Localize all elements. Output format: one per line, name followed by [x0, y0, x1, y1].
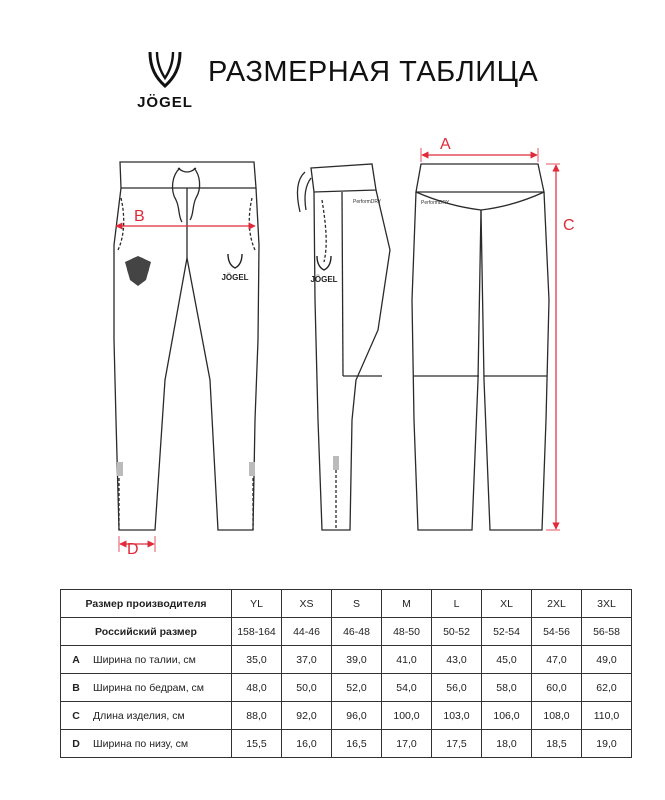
table-cell: 108,0: [532, 702, 582, 730]
table-cell: 16,0: [282, 730, 332, 758]
brand-logo: [130, 50, 200, 112]
table-cell: 3XL: [582, 590, 632, 618]
table-row: [61, 674, 632, 702]
russian-size-label: Российский размер: [61, 618, 232, 646]
table-cell: 41,0: [382, 646, 432, 674]
table-cell: M: [382, 590, 432, 618]
table-cell: 62,0: [582, 674, 632, 702]
table-cell: 106,0: [482, 702, 532, 730]
brand-name: JÖGEL: [137, 94, 193, 111]
table-cell: 52-54: [482, 618, 532, 646]
table-cell: XS: [282, 590, 332, 618]
table-row: [61, 702, 632, 730]
table-cell: 50-52: [432, 618, 482, 646]
dimension-a-label: A: [440, 136, 451, 153]
table-cell: 56-58: [582, 618, 632, 646]
measurement-letter: B: [61, 674, 92, 702]
table-cell: 17,5: [432, 730, 482, 758]
table-cell: 19,0: [582, 730, 632, 758]
table-cell: 52,0: [332, 674, 382, 702]
table-cell: 60,0: [532, 674, 582, 702]
dimension-a: [421, 136, 538, 162]
table-cell: 18,0: [482, 730, 532, 758]
table-cell: 158-164: [232, 618, 282, 646]
table-cell: S: [332, 590, 382, 618]
table-cell: 48-50: [382, 618, 432, 646]
table-cell: 50,0: [282, 674, 332, 702]
eagle-emblem-icon: [125, 256, 151, 286]
measurement-letter: D: [61, 730, 92, 758]
table-cell: 48,0: [232, 674, 282, 702]
side-brand-tag: PerformDRY: [353, 199, 382, 205]
dimension-b-label: B: [134, 208, 145, 225]
table-cell: 88,0: [232, 702, 282, 730]
measurement-name: Длина изделия, см: [91, 702, 232, 730]
measurement-name: Ширина по талии, см: [91, 646, 232, 674]
table-cell: 56,0: [432, 674, 482, 702]
front-logo-text: JÖGEL: [221, 273, 249, 282]
table-cell: 45,0: [482, 646, 532, 674]
measurement-name: Ширина по бедрам, см: [91, 674, 232, 702]
measurement-name: Ширина по низу, см: [91, 730, 232, 758]
table-cell: 58,0: [482, 674, 532, 702]
measurement-letter: C: [61, 702, 92, 730]
side-view: [297, 164, 390, 530]
table-cell: 37,0: [282, 646, 332, 674]
table-cell: 100,0: [382, 702, 432, 730]
dimension-c: [546, 164, 575, 530]
table-cell: 92,0: [282, 702, 332, 730]
table-cell: 44-46: [282, 618, 332, 646]
table-cell: L: [432, 590, 482, 618]
russian-size-row: [61, 618, 632, 646]
table-cell: 43,0: [432, 646, 482, 674]
back-view: [412, 164, 549, 530]
table-cell: 54-56: [532, 618, 582, 646]
table-cell: 54,0: [382, 674, 432, 702]
pants-technical-drawing: [0, 120, 665, 560]
table-cell: 46-48: [332, 618, 382, 646]
table-cell: 96,0: [332, 702, 382, 730]
table-cell: YL: [232, 590, 282, 618]
manufacturer-size-label: Размер производителя: [61, 590, 232, 618]
measurement-letter: A: [61, 646, 92, 674]
side-logo-text: JÖGEL: [310, 275, 338, 284]
front-logo: [221, 254, 248, 282]
table-cell: XL: [482, 590, 532, 618]
table-cell: 2XL: [532, 590, 582, 618]
table-cell: 103,0: [432, 702, 482, 730]
back-brand-tag: PerformDRY: [421, 200, 450, 206]
table-cell: 47,0: [532, 646, 582, 674]
dimension-c-label: C: [563, 217, 575, 234]
table-cell: 39,0: [332, 646, 382, 674]
table-cell: 49,0: [582, 646, 632, 674]
page-title: РАЗМЕРНАЯ ТАБЛИЦА: [208, 56, 539, 88]
brand-mark-icon: [144, 50, 186, 92]
table-cell: 15,5: [232, 730, 282, 758]
table-cell: 35,0: [232, 646, 282, 674]
table-row: [61, 730, 632, 758]
table-cell: 18,5: [532, 730, 582, 758]
dimension-b: [116, 208, 255, 226]
table-row: [61, 646, 632, 674]
dimension-d-label: D: [127, 541, 139, 558]
size-table: [60, 589, 632, 758]
table-cell: 110,0: [582, 702, 632, 730]
manufacturer-size-row: [61, 590, 632, 618]
table-cell: 16,5: [332, 730, 382, 758]
table-cell: 17,0: [382, 730, 432, 758]
dimension-d: [119, 536, 155, 558]
